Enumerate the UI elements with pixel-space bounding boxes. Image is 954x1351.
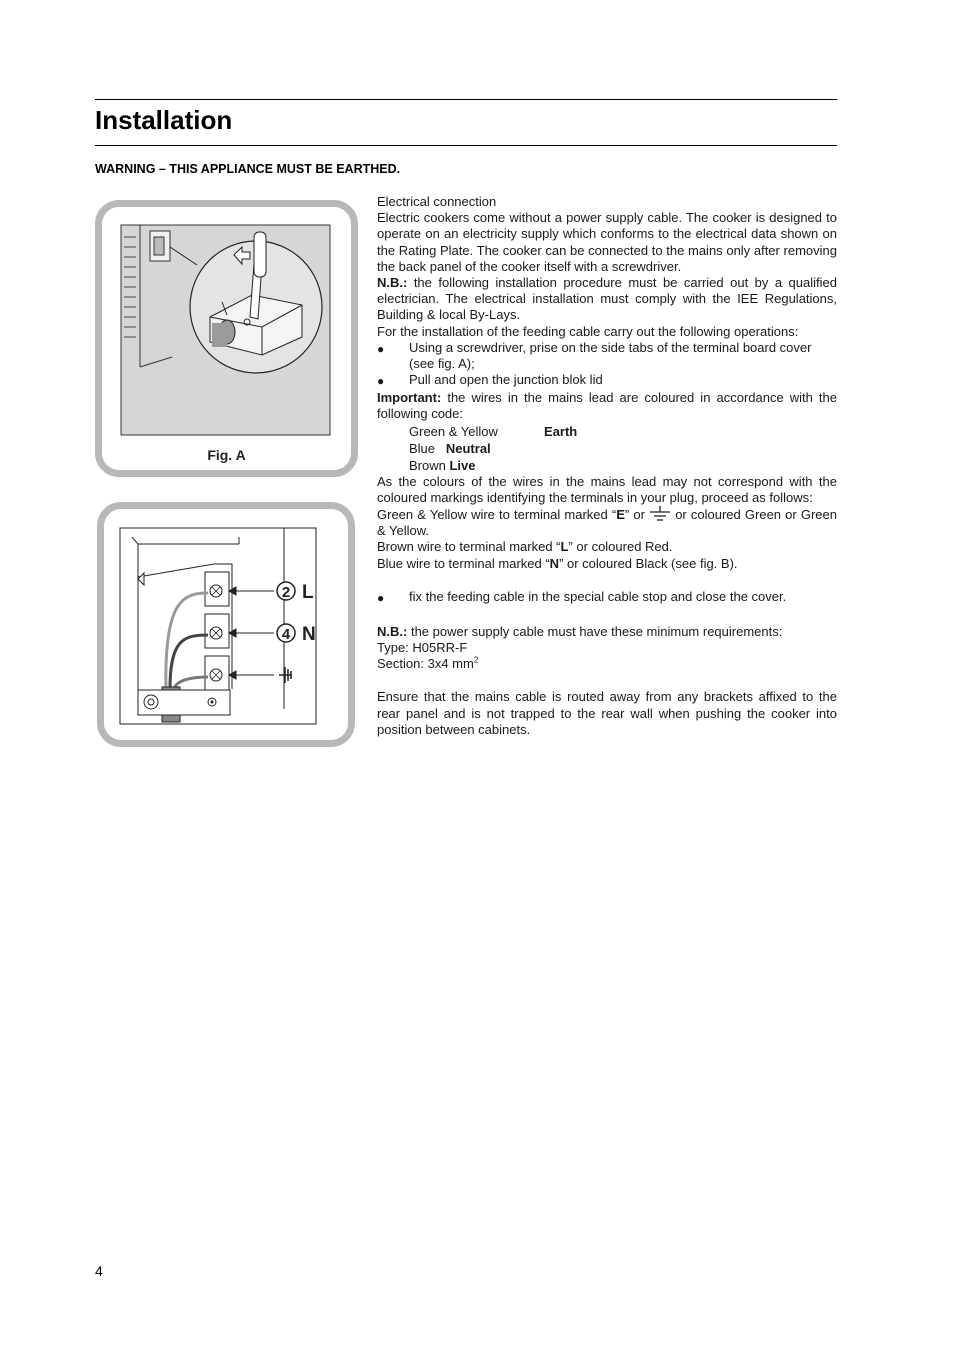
top-rule (95, 99, 837, 100)
installation-instructions (377, 194, 837, 738)
green-yellow-wire: Green & Yellow wire to terminal marked “E” or or coloured Green or Green & Yellow. (377, 507, 837, 539)
brown-wire: Brown wire to terminal marked “L” or coloured Red. (377, 539, 673, 555)
bullet-icon: ● (377, 590, 385, 605)
blue-wire: Blue wire to terminal marked “N” or coloured Black (see fig. B). (377, 555, 738, 571)
section-heading: Electrical connection (377, 194, 497, 209)
terminal-board-diagram (104, 509, 348, 740)
cable-type: Type: H05RR-F (377, 640, 468, 656)
routing-paragraph: Ensure that the mains cable is routed away from any brackets affixed to the rear panel and is not trapped to the rear wall when pushing the cooker into position between cabinets. (377, 689, 837, 737)
nb-qualified-electrician: N.B.: the following installation procedure must be carried out by a qualified electrician. The electrical installation must comply with the IEE Regulations, Building & local By-Lays. (377, 275, 837, 323)
spacer (377, 572, 837, 589)
wire-row-earth: Green & Yellow Earth (409, 423, 578, 439)
figure-a (95, 200, 358, 477)
intro-paragraph: Electric cookers come without a power supply cable. The cooker is designed to operate on an electricity supply which conforms to the electrical data shown on the Rating Plate. The cooker can be connected to the mains only after removing the back panel of the cooker itself with a screwdriver. (377, 210, 837, 274)
page-number: 4 (95, 1263, 103, 1279)
wire-row-neutral: Blue Neutral (409, 440, 491, 456)
earth-warning: WARNING – THIS APPLIANCE MUST BE EARTHED. (95, 162, 401, 176)
terminal-l-number: 2 (281, 584, 291, 601)
wire-row-live: Brown Live (409, 457, 476, 473)
nb-cable-requirements: N.B.: the power supply cable must have these minimum requirements: (377, 623, 783, 639)
figure-a-caption: Fig. A (207, 447, 246, 463)
bullet-icon: ● (377, 341, 385, 356)
terminal-n-number: 4 (281, 626, 291, 643)
earth-symbol-icon (649, 506, 671, 522)
list-item: ● fix the feeding cable in the special cable stop and close the cover. (377, 588, 787, 605)
colours-paragraph: As the colours of the wires in the mains lead may not correspond with the coloured markings identifying the terminals in your plug, proceed as follows: (377, 473, 837, 505)
terminal-n-letter: N (302, 624, 316, 645)
terminal-l-letter: L (302, 582, 314, 603)
list-item: ● Using a screwdriver, prise on the side tabs of the terminal board cover (see fig. A); (377, 339, 812, 372)
spacer (377, 607, 837, 624)
page-title: Installation (95, 105, 233, 135)
spacer (377, 672, 837, 689)
important-paragraph: Important: the wires in the mains lead are coloured in accordance with the following code: (377, 390, 837, 422)
figure-b (97, 502, 355, 747)
operations-intro: For the installation of the feeding cable carry out the following operations: (377, 323, 799, 339)
title-rule (95, 145, 837, 146)
terminal-cover-illustration (102, 207, 351, 470)
list-item: ● Pull and open the junction blok lid (377, 372, 603, 389)
bullet-icon: ● (377, 374, 385, 389)
cable-section: Section: 3x4 $mm^2$ (377, 655, 479, 672)
